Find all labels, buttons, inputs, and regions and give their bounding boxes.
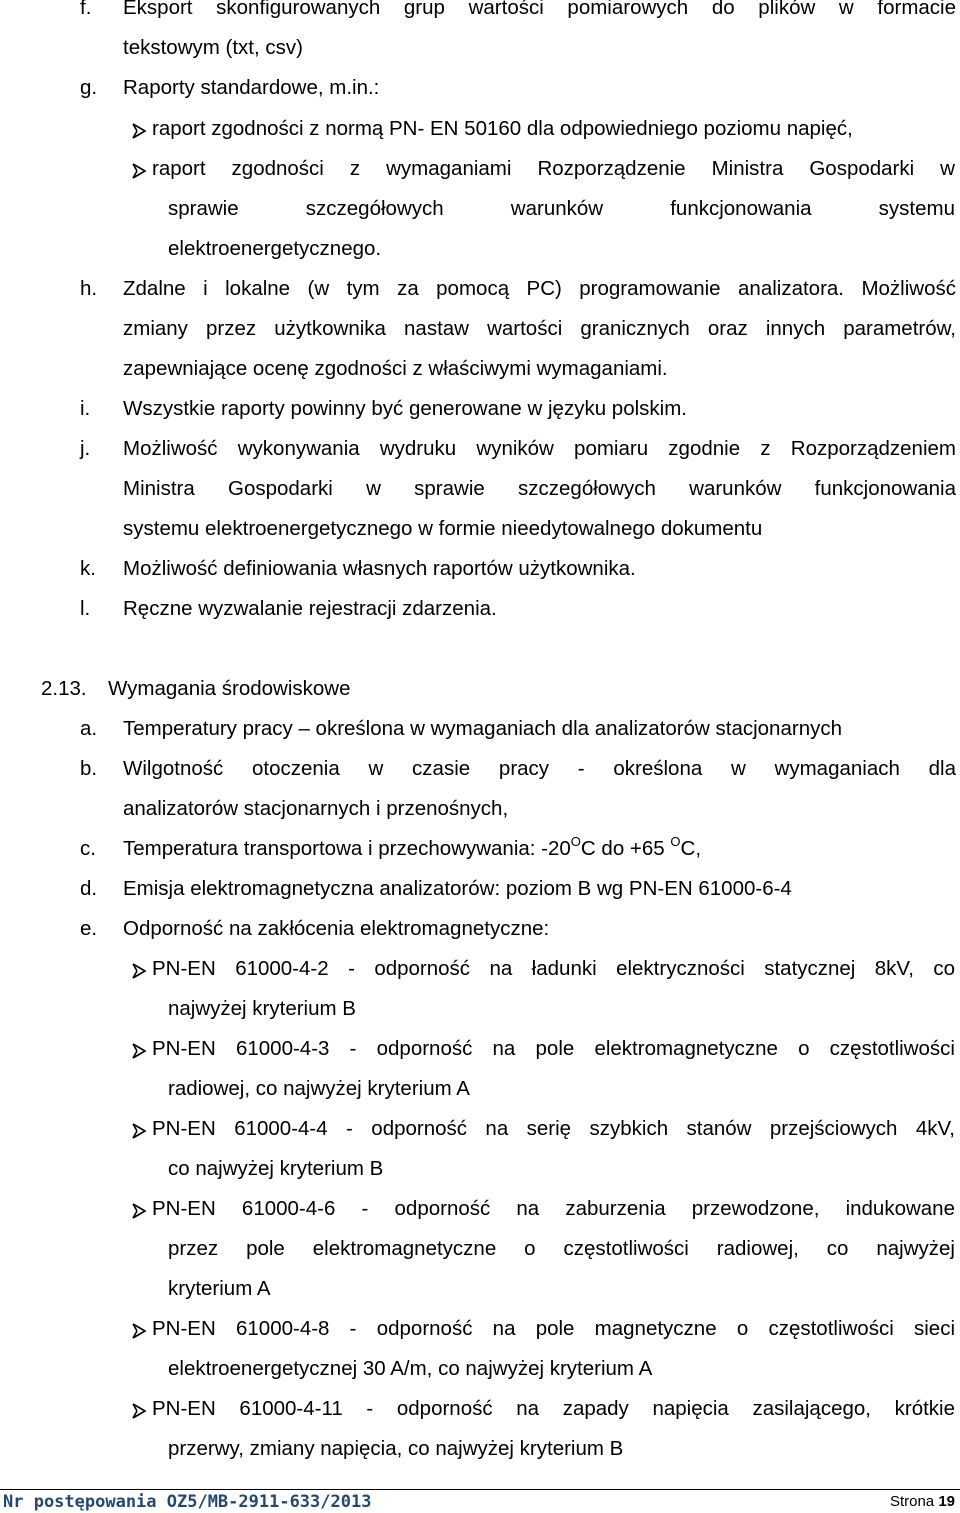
item-g-label: g.: [80, 76, 98, 99]
item-k-text: Możliwość definiowania własnych raportów użytkownika.: [123, 557, 636, 580]
footer-divider: [0, 1489, 960, 1490]
env-c-sup-1: O: [570, 834, 581, 849]
g-bullet-1: raport zgodności z normą PN- EN 50160 dla odpowiedniego poziomu napięć,: [152, 117, 853, 140]
env-a-text: Temperatury pracy – określona w wymaganiach dla analizatorów stacjonarnych: [123, 717, 842, 740]
item-j-line1: Możliwość wykonywania wydruku wyników pomiaru zgodnie z Rozporządzeniem: [123, 437, 956, 460]
e-bullet-3-line1: PN-EN 61000-4-4 - odporność na serię szybkich stanów przejściowych 4kV,: [152, 1117, 955, 1140]
env-c-pre: Temperatura transportowa i przechowywania: -20: [123, 837, 571, 860]
item-l-text: Ręczne wyzwalanie rejestracji zdarzenia.: [123, 597, 497, 620]
env-d-label: d.: [80, 877, 98, 900]
g-bullet-2-line2: sprawie szczegółowych warunków funkcjonowania systemu: [168, 197, 955, 220]
item-j-line3: systemu elektroenergetycznego w formie nieedytowalnego dokumentu: [123, 517, 763, 540]
arrow-bullet-icon: [130, 1202, 148, 1220]
g-bullet-2-line1: raport zgodności z wymaganiami Rozporządzenie Ministra Gospodarki w: [152, 157, 955, 180]
arrow-bullet-icon: [130, 962, 148, 980]
arrow-bullet-icon: [130, 1122, 148, 1140]
item-h-label: h.: [80, 277, 98, 300]
item-j-line2: Ministra Gospodarki w sprawie szczegółowych warunków funkcjonowania: [123, 477, 956, 500]
footer-reference: Nr postępowania OZ5/MB-2911-633/2013: [3, 1492, 372, 1512]
env-b-line2: analizatorów stacjonarnych i przenośnych,: [123, 797, 509, 820]
footer-page-number: 19: [938, 1493, 955, 1510]
item-h-line3: zapewniające ocenę zgodności z właściwymi wymaganiami.: [123, 357, 668, 380]
e-bullet-6-line1: PN-EN 61000-4-11 - odporność na zapady napięcia zasilającego, krótkie: [152, 1397, 955, 1420]
e-bullet-2-line2: radiowej, co najwyżej kryterium A: [168, 1077, 470, 1100]
env-c-post: C,: [680, 837, 702, 860]
g-bullet-2-line3: elektroenergetycznego.: [168, 237, 382, 260]
item-k-label: k.: [80, 557, 96, 580]
item-f-line1: Eksport skonfigurowanych grup wartości pomiarowych do plików w formacie: [123, 0, 956, 19]
e-bullet-4-line2: przez pole elektromagnetyczne o częstotliwości radiowej, co najwyżej: [168, 1237, 955, 1260]
e-bullet-4-line3: kryterium A: [168, 1277, 271, 1300]
env-c-sup-2: O: [670, 834, 681, 849]
e-bullet-4-line1: PN-EN 61000-4-6 - odporność na zaburzenia przewodzone, indukowane: [152, 1197, 955, 1220]
item-i-text: Wszystkie raporty powinny być generowane w języku polskim.: [123, 397, 687, 420]
item-i-label: i.: [80, 397, 91, 420]
e-bullet-1-line2: najwyżej kryterium B: [168, 997, 356, 1020]
env-e-text: Odporność na zakłócenia elektromagnetyczne:: [123, 917, 550, 940]
env-b-line1: Wilgotność otoczenia w czasie pracy - określona w wymaganiach dla: [123, 757, 956, 780]
env-b-label: b.: [80, 757, 98, 780]
item-h-line1: Zdalne i lokalne (w tym za pomocą PC) programowanie analizatora. Możliwość: [123, 277, 956, 300]
e-bullet-1-line1: PN-EN 61000-4-2 - odporność na ładunki elektryczności statycznej 8kV, co: [152, 957, 955, 980]
e-bullet-2-line1: PN-EN 61000-4-3 - odporność na pole elektromagnetyczne o częstotliwości: [152, 1037, 955, 1060]
e-bullet-6-line2: przerwy, zmiany napięcia, co najwyżej kryterium B: [168, 1437, 624, 1460]
env-c-mid: C do +65: [580, 837, 665, 860]
section-number: 2.13.: [41, 677, 87, 700]
arrow-bullet-icon: [130, 1042, 148, 1060]
item-f-label: f.: [80, 0, 92, 19]
item-f-line2: tekstowym (txt, csv): [123, 36, 303, 59]
e-bullet-3-line2: co najwyżej kryterium B: [168, 1157, 384, 1180]
item-h-line2: zmiany przez użytkownika nastaw wartości granicznych oraz innych parametrów,: [123, 317, 956, 340]
arrow-bullet-icon: [130, 1322, 148, 1340]
e-bullet-5-line2: elektroenergetycznej 30 A/m, co najwyżej kryterium A: [168, 1357, 653, 1380]
item-l-label: l.: [80, 597, 91, 620]
footer-page-label: Strona: [889, 1493, 935, 1510]
item-j-label: j.: [80, 437, 91, 460]
env-a-label: a.: [80, 717, 98, 740]
arrow-bullet-icon: [130, 1402, 148, 1420]
env-e-label: e.: [80, 917, 98, 940]
env-c-text: [123, 836, 701, 864]
env-d-text: Emisja elektromagnetyczna analizatorów: poziom B wg PN-EN 61000-6-4: [123, 877, 792, 900]
e-bullet-5-line1: PN-EN 61000-4-8 - odporność na pole magnetyczne o częstotliwości sieci: [152, 1317, 955, 1340]
section-title: Wymagania środowiskowe: [108, 677, 351, 700]
arrow-bullet-icon: [130, 122, 148, 140]
arrow-bullet-icon: [130, 162, 148, 180]
footer-page: [890, 1492, 955, 1512]
item-g-text: Raporty standardowe, m.in.:: [123, 76, 380, 99]
env-c-label: c.: [80, 837, 96, 860]
